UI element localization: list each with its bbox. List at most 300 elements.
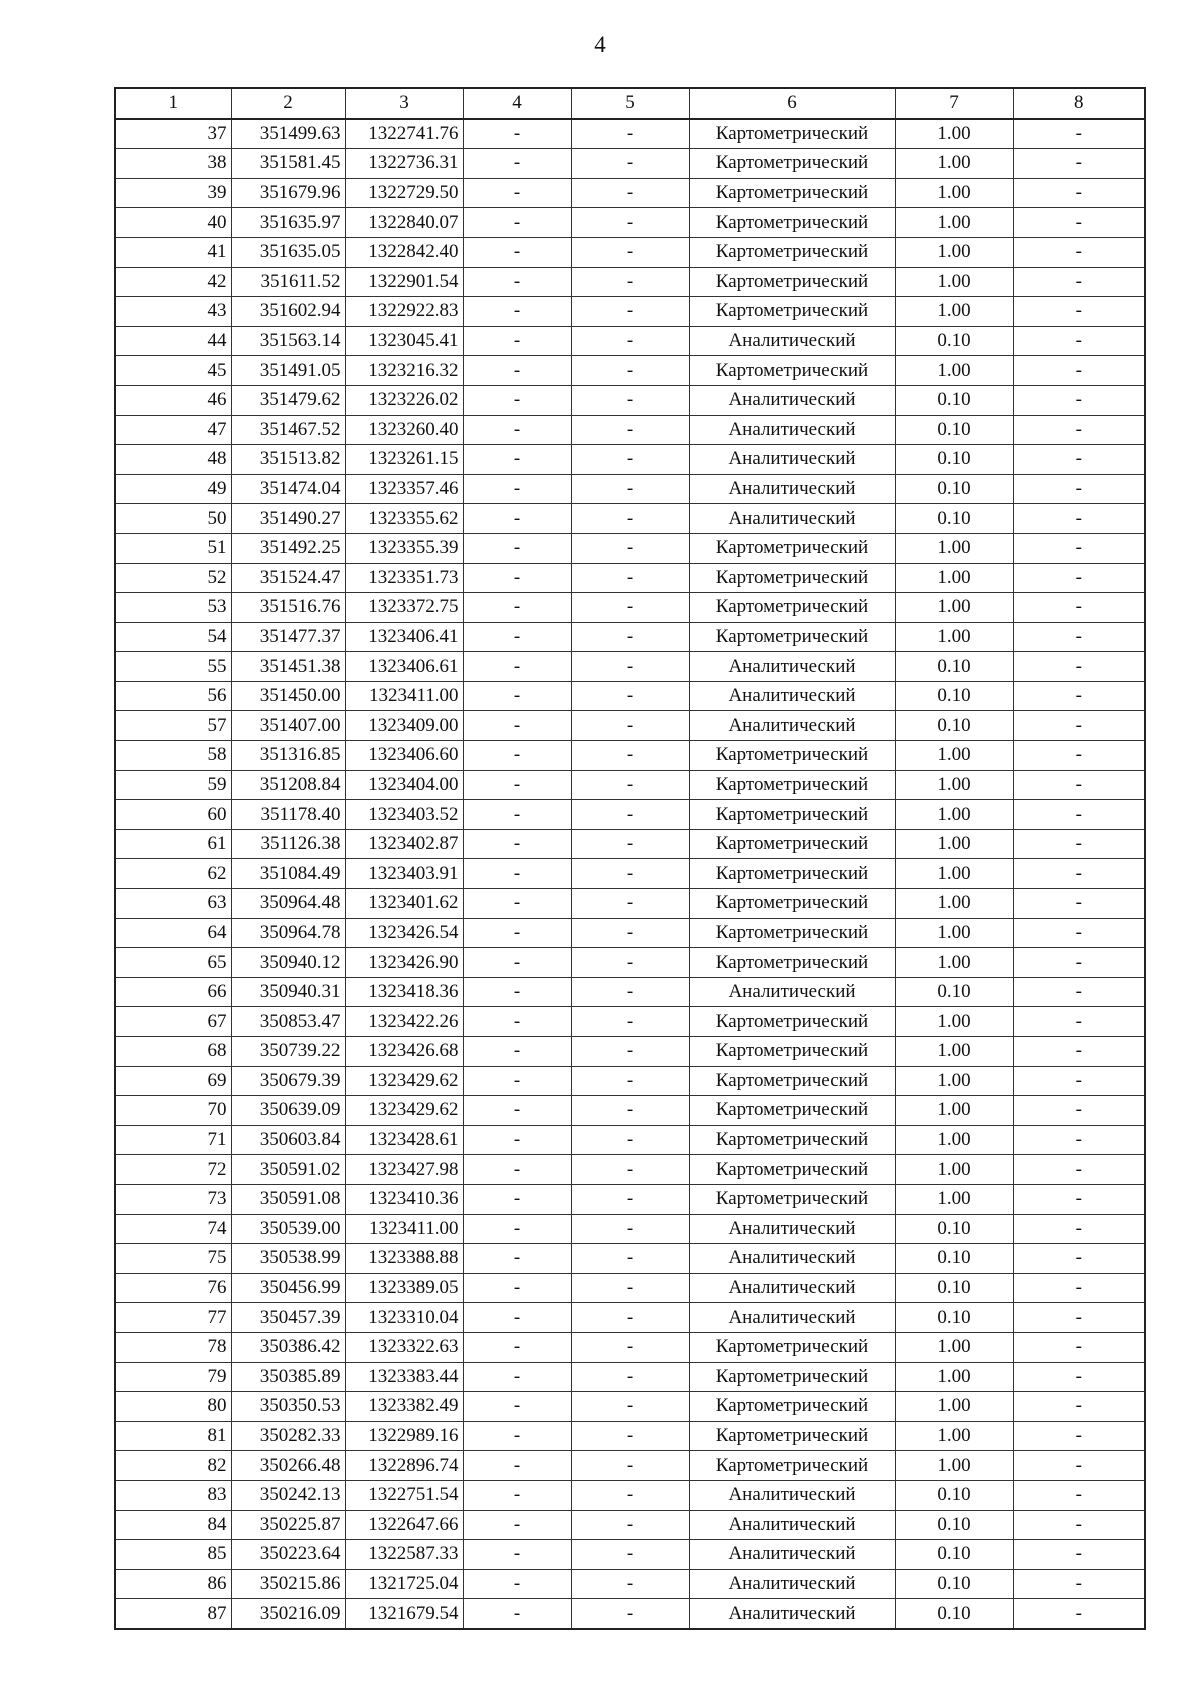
- col5-cell: -: [571, 1510, 689, 1540]
- method-cell: Картометрический: [689, 1332, 895, 1362]
- method-cell: Картометрический: [689, 741, 895, 771]
- x-coordinate-cell: 350266.48: [231, 1451, 345, 1481]
- accuracy-cell: 0.10: [895, 1569, 1013, 1599]
- accuracy-cell: 1.00: [895, 829, 1013, 859]
- accuracy-cell: 0.10: [895, 1244, 1013, 1274]
- col4-cell: -: [463, 1273, 571, 1303]
- accuracy-cell: 0.10: [895, 385, 1013, 415]
- table-row: [115, 208, 1145, 238]
- table-row: [115, 681, 1145, 711]
- table-row: [115, 1066, 1145, 1096]
- col5-cell: -: [571, 770, 689, 800]
- y-coordinate-cell: 1323357.46: [345, 474, 463, 504]
- point-number-cell: 83: [115, 1480, 231, 1510]
- method-cell: Картометрический: [689, 1096, 895, 1126]
- y-coordinate-cell: 1323322.63: [345, 1332, 463, 1362]
- method-cell: Картометрический: [689, 800, 895, 830]
- table-row: [115, 533, 1145, 563]
- col4-cell: -: [463, 889, 571, 919]
- method-cell: Картометрический: [689, 1155, 895, 1185]
- method-cell: Аналитический: [689, 1244, 895, 1274]
- y-coordinate-cell: 1323406.41: [345, 622, 463, 652]
- col4-cell: -: [463, 1037, 571, 1067]
- col4-cell: -: [463, 208, 571, 238]
- point-number-cell: 69: [115, 1066, 231, 1096]
- accuracy-cell: 1.00: [895, 1362, 1013, 1392]
- y-coordinate-cell: 1323355.62: [345, 504, 463, 534]
- accuracy-cell: 1.00: [895, 1332, 1013, 1362]
- accuracy-cell: 1.00: [895, 593, 1013, 623]
- accuracy-cell: 1.00: [895, 237, 1013, 267]
- x-coordinate-cell: 351581.45: [231, 149, 345, 179]
- y-coordinate-cell: 1322896.74: [345, 1451, 463, 1481]
- col5-cell: -: [571, 859, 689, 889]
- col4-cell: -: [463, 1540, 571, 1570]
- x-coordinate-cell: 351126.38: [231, 829, 345, 859]
- method-cell: Картометрический: [689, 1125, 895, 1155]
- x-coordinate-cell: 351208.84: [231, 770, 345, 800]
- table-header-row: [115, 88, 1145, 119]
- x-coordinate-cell: 350539.00: [231, 1214, 345, 1244]
- col5-cell: -: [571, 474, 689, 504]
- col8-cell: -: [1013, 1155, 1145, 1185]
- col5-cell: -: [571, 1066, 689, 1096]
- method-cell: Картометрический: [689, 1362, 895, 1392]
- y-coordinate-cell: 1323260.40: [345, 415, 463, 445]
- col8-cell: -: [1013, 563, 1145, 593]
- point-number-cell: 72: [115, 1155, 231, 1185]
- col5-cell: -: [571, 563, 689, 593]
- col4-cell: -: [463, 1480, 571, 1510]
- accuracy-cell: 1.00: [895, 1125, 1013, 1155]
- col5-cell: -: [571, 711, 689, 741]
- table-row: [115, 741, 1145, 771]
- y-coordinate-cell: 1322922.83: [345, 297, 463, 327]
- x-coordinate-cell: 351178.40: [231, 800, 345, 830]
- col5-cell: -: [571, 948, 689, 978]
- column-header: 2: [231, 88, 345, 119]
- x-coordinate-cell: 351451.38: [231, 652, 345, 682]
- accuracy-cell: 0.10: [895, 711, 1013, 741]
- column-header: 4: [463, 88, 571, 119]
- y-coordinate-cell: 1322840.07: [345, 208, 463, 238]
- accuracy-cell: 0.10: [895, 1214, 1013, 1244]
- point-number-cell: 79: [115, 1362, 231, 1392]
- table-row: [115, 622, 1145, 652]
- col8-cell: -: [1013, 622, 1145, 652]
- col5-cell: -: [571, 385, 689, 415]
- x-coordinate-cell: 351490.27: [231, 504, 345, 534]
- x-coordinate-cell: 350350.53: [231, 1392, 345, 1422]
- y-coordinate-cell: 1323310.04: [345, 1303, 463, 1333]
- x-coordinate-cell: 350964.48: [231, 889, 345, 919]
- method-cell: Картометрический: [689, 593, 895, 623]
- col4-cell: -: [463, 237, 571, 267]
- point-number-cell: 87: [115, 1599, 231, 1629]
- table-row: [115, 1007, 1145, 1037]
- col8-cell: -: [1013, 652, 1145, 682]
- col8-cell: -: [1013, 1244, 1145, 1274]
- accuracy-cell: 1.00: [895, 356, 1013, 386]
- col4-cell: -: [463, 652, 571, 682]
- method-cell: Аналитический: [689, 445, 895, 475]
- method-cell: Картометрический: [689, 149, 895, 179]
- col8-cell: -: [1013, 770, 1145, 800]
- accuracy-cell: 0.10: [895, 652, 1013, 682]
- col4-cell: -: [463, 622, 571, 652]
- col4-cell: -: [463, 1332, 571, 1362]
- x-coordinate-cell: 351479.62: [231, 385, 345, 415]
- col4-cell: -: [463, 948, 571, 978]
- col4-cell: -: [463, 1510, 571, 1540]
- col5-cell: -: [571, 1421, 689, 1451]
- point-number-cell: 55: [115, 652, 231, 682]
- table-row: [115, 1540, 1145, 1570]
- col5-cell: -: [571, 593, 689, 623]
- col5-cell: -: [571, 237, 689, 267]
- x-coordinate-cell: 351467.52: [231, 415, 345, 445]
- x-coordinate-cell: 350679.39: [231, 1066, 345, 1096]
- point-number-cell: 54: [115, 622, 231, 652]
- col5-cell: -: [571, 1451, 689, 1481]
- column-header: 8: [1013, 88, 1145, 119]
- point-number-cell: 38: [115, 149, 231, 179]
- col8-cell: -: [1013, 1125, 1145, 1155]
- col5-cell: -: [571, 1214, 689, 1244]
- y-coordinate-cell: 1323426.54: [345, 918, 463, 948]
- x-coordinate-cell: 350639.09: [231, 1096, 345, 1126]
- table-row: [115, 563, 1145, 593]
- accuracy-cell: 1.00: [895, 1421, 1013, 1451]
- accuracy-cell: 1.00: [895, 1096, 1013, 1126]
- col4-cell: -: [463, 178, 571, 208]
- col4-cell: -: [463, 859, 571, 889]
- col4-cell: -: [463, 119, 571, 149]
- method-cell: Картометрический: [689, 622, 895, 652]
- col8-cell: -: [1013, 149, 1145, 179]
- table-row: [115, 829, 1145, 859]
- method-cell: Аналитический: [689, 474, 895, 504]
- col8-cell: -: [1013, 741, 1145, 771]
- col8-cell: -: [1013, 119, 1145, 149]
- point-number-cell: 77: [115, 1303, 231, 1333]
- point-number-cell: 44: [115, 326, 231, 356]
- col8-cell: -: [1013, 1066, 1145, 1096]
- x-coordinate-cell: 351513.82: [231, 445, 345, 475]
- table-body: [115, 119, 1145, 1629]
- point-number-cell: 78: [115, 1332, 231, 1362]
- y-coordinate-cell: 1322741.76: [345, 119, 463, 149]
- accuracy-cell: 0.10: [895, 1510, 1013, 1540]
- table-row: [115, 1451, 1145, 1481]
- point-number-cell: 48: [115, 445, 231, 475]
- col5-cell: -: [571, 445, 689, 475]
- y-coordinate-cell: 1323411.00: [345, 681, 463, 711]
- accuracy-cell: 1.00: [895, 149, 1013, 179]
- point-number-cell: 67: [115, 1007, 231, 1037]
- col5-cell: -: [571, 829, 689, 859]
- point-number-cell: 81: [115, 1421, 231, 1451]
- accuracy-cell: 0.10: [895, 326, 1013, 356]
- method-cell: Картометрический: [689, 1451, 895, 1481]
- column-header: 6: [689, 88, 895, 119]
- accuracy-cell: 1.00: [895, 1155, 1013, 1185]
- col5-cell: -: [571, 504, 689, 534]
- table-row: [115, 1362, 1145, 1392]
- accuracy-cell: 1.00: [895, 1066, 1013, 1096]
- col5-cell: -: [571, 356, 689, 386]
- col4-cell: -: [463, 1096, 571, 1126]
- col5-cell: -: [571, 1037, 689, 1067]
- col8-cell: -: [1013, 326, 1145, 356]
- point-number-cell: 60: [115, 800, 231, 830]
- col5-cell: -: [571, 1303, 689, 1333]
- method-cell: Картометрический: [689, 119, 895, 149]
- accuracy-cell: 0.10: [895, 504, 1013, 534]
- method-cell: Аналитический: [689, 711, 895, 741]
- method-cell: Картометрический: [689, 267, 895, 297]
- point-number-cell: 57: [115, 711, 231, 741]
- x-coordinate-cell: 350242.13: [231, 1480, 345, 1510]
- point-number-cell: 51: [115, 533, 231, 563]
- method-cell: Картометрический: [689, 297, 895, 327]
- accuracy-cell: 1.00: [895, 1037, 1013, 1067]
- x-coordinate-cell: 351524.47: [231, 563, 345, 593]
- col5-cell: -: [571, 681, 689, 711]
- x-coordinate-cell: 351635.05: [231, 237, 345, 267]
- col8-cell: -: [1013, 1303, 1145, 1333]
- accuracy-cell: 1.00: [895, 533, 1013, 563]
- table-row: [115, 1392, 1145, 1422]
- col4-cell: -: [463, 800, 571, 830]
- method-cell: Картометрический: [689, 1392, 895, 1422]
- point-number-cell: 43: [115, 297, 231, 327]
- coordinates-table: [114, 87, 1146, 1630]
- method-cell: Аналитический: [689, 1480, 895, 1510]
- accuracy-cell: 1.00: [895, 119, 1013, 149]
- col8-cell: -: [1013, 918, 1145, 948]
- x-coordinate-cell: 350538.99: [231, 1244, 345, 1274]
- col4-cell: -: [463, 267, 571, 297]
- point-number-cell: 73: [115, 1184, 231, 1214]
- point-number-cell: 75: [115, 1244, 231, 1274]
- col8-cell: -: [1013, 208, 1145, 238]
- point-number-cell: 80: [115, 1392, 231, 1422]
- method-cell: Картометрический: [689, 859, 895, 889]
- point-number-cell: 47: [115, 415, 231, 445]
- point-number-cell: 61: [115, 829, 231, 859]
- point-number-cell: 40: [115, 208, 231, 238]
- col8-cell: -: [1013, 1540, 1145, 1570]
- y-coordinate-cell: 1323406.61: [345, 652, 463, 682]
- col4-cell: -: [463, 1244, 571, 1274]
- table-row: [115, 1332, 1145, 1362]
- col8-cell: -: [1013, 1480, 1145, 1510]
- y-coordinate-cell: 1323045.41: [345, 326, 463, 356]
- table-row: [115, 1599, 1145, 1629]
- table-row: [115, 445, 1145, 475]
- accuracy-cell: 1.00: [895, 178, 1013, 208]
- page-number: 4: [594, 32, 606, 57]
- col8-cell: -: [1013, 267, 1145, 297]
- x-coordinate-cell: 351499.63: [231, 119, 345, 149]
- col5-cell: -: [571, 267, 689, 297]
- x-coordinate-cell: 351602.94: [231, 297, 345, 327]
- y-coordinate-cell: 1323429.62: [345, 1096, 463, 1126]
- y-coordinate-cell: 1322729.50: [345, 178, 463, 208]
- method-cell: Аналитический: [689, 415, 895, 445]
- accuracy-cell: 1.00: [895, 297, 1013, 327]
- method-cell: Картометрический: [689, 948, 895, 978]
- col5-cell: -: [571, 1007, 689, 1037]
- method-cell: Аналитический: [689, 977, 895, 1007]
- accuracy-cell: 1.00: [895, 770, 1013, 800]
- y-coordinate-cell: 1323427.98: [345, 1155, 463, 1185]
- col8-cell: -: [1013, 681, 1145, 711]
- point-number-cell: 82: [115, 1451, 231, 1481]
- accuracy-cell: 1.00: [895, 859, 1013, 889]
- x-coordinate-cell: 350964.78: [231, 918, 345, 948]
- y-coordinate-cell: 1323388.88: [345, 1244, 463, 1274]
- table-row: [115, 178, 1145, 208]
- col4-cell: -: [463, 711, 571, 741]
- method-cell: Аналитический: [689, 1599, 895, 1629]
- col8-cell: -: [1013, 178, 1145, 208]
- x-coordinate-cell: 351491.05: [231, 356, 345, 386]
- point-number-cell: 49: [115, 474, 231, 504]
- col5-cell: -: [571, 889, 689, 919]
- y-coordinate-cell: 1323429.62: [345, 1066, 463, 1096]
- accuracy-cell: 1.00: [895, 1184, 1013, 1214]
- method-cell: Картометрический: [689, 1066, 895, 1096]
- method-cell: Аналитический: [689, 1540, 895, 1570]
- y-coordinate-cell: 1323403.52: [345, 800, 463, 830]
- col5-cell: -: [571, 652, 689, 682]
- accuracy-cell: 0.10: [895, 681, 1013, 711]
- y-coordinate-cell: 1323355.39: [345, 533, 463, 563]
- y-coordinate-cell: 1323426.68: [345, 1037, 463, 1067]
- y-coordinate-cell: 1323403.91: [345, 859, 463, 889]
- y-coordinate-cell: 1323261.15: [345, 445, 463, 475]
- col8-cell: -: [1013, 1007, 1145, 1037]
- col8-cell: -: [1013, 1510, 1145, 1540]
- x-coordinate-cell: 351563.14: [231, 326, 345, 356]
- col5-cell: -: [571, 918, 689, 948]
- col8-cell: -: [1013, 977, 1145, 1007]
- col4-cell: -: [463, 1155, 571, 1185]
- method-cell: Картометрический: [689, 563, 895, 593]
- col8-cell: -: [1013, 356, 1145, 386]
- y-coordinate-cell: 1321725.04: [345, 1569, 463, 1599]
- table-row: [115, 267, 1145, 297]
- x-coordinate-cell: 350385.89: [231, 1362, 345, 1392]
- table-row: [115, 1244, 1145, 1274]
- method-cell: Картометрический: [689, 1037, 895, 1067]
- col8-cell: -: [1013, 948, 1145, 978]
- method-cell: Картометрический: [689, 237, 895, 267]
- point-number-cell: 39: [115, 178, 231, 208]
- y-coordinate-cell: 1323422.26: [345, 1007, 463, 1037]
- accuracy-cell: 1.00: [895, 800, 1013, 830]
- table-row: [115, 297, 1145, 327]
- table-row: [115, 918, 1145, 948]
- y-coordinate-cell: 1323383.44: [345, 1362, 463, 1392]
- x-coordinate-cell: 350456.99: [231, 1273, 345, 1303]
- col4-cell: -: [463, 149, 571, 179]
- point-number-cell: 59: [115, 770, 231, 800]
- point-number-cell: 56: [115, 681, 231, 711]
- col8-cell: -: [1013, 1096, 1145, 1126]
- point-number-cell: 66: [115, 977, 231, 1007]
- table-row: [115, 770, 1145, 800]
- point-number-cell: 41: [115, 237, 231, 267]
- y-coordinate-cell: 1323226.02: [345, 385, 463, 415]
- col8-cell: -: [1013, 1214, 1145, 1244]
- accuracy-cell: 1.00: [895, 1392, 1013, 1422]
- method-cell: Аналитический: [689, 385, 895, 415]
- col5-cell: -: [571, 1244, 689, 1274]
- accuracy-cell: 0.10: [895, 1273, 1013, 1303]
- y-coordinate-cell: 1323389.05: [345, 1273, 463, 1303]
- x-coordinate-cell: 350215.86: [231, 1569, 345, 1599]
- accuracy-cell: 1.00: [895, 267, 1013, 297]
- col4-cell: -: [463, 504, 571, 534]
- point-number-cell: 68: [115, 1037, 231, 1067]
- point-number-cell: 71: [115, 1125, 231, 1155]
- table-row: [115, 593, 1145, 623]
- col5-cell: -: [571, 178, 689, 208]
- x-coordinate-cell: 350591.08: [231, 1184, 345, 1214]
- table-row: [115, 652, 1145, 682]
- col5-cell: -: [571, 977, 689, 1007]
- method-cell: Картометрический: [689, 770, 895, 800]
- table-row: [115, 800, 1145, 830]
- table-row: [115, 977, 1145, 1007]
- x-coordinate-cell: 350223.64: [231, 1540, 345, 1570]
- col4-cell: -: [463, 1569, 571, 1599]
- method-cell: Аналитический: [689, 1569, 895, 1599]
- table-row: [115, 1184, 1145, 1214]
- x-coordinate-cell: 350940.31: [231, 977, 345, 1007]
- x-coordinate-cell: 351492.25: [231, 533, 345, 563]
- col5-cell: -: [571, 1125, 689, 1155]
- y-coordinate-cell: 1322587.33: [345, 1540, 463, 1570]
- col4-cell: -: [463, 741, 571, 771]
- col4-cell: -: [463, 593, 571, 623]
- col4-cell: -: [463, 681, 571, 711]
- accuracy-cell: 1.00: [895, 948, 1013, 978]
- table-row: [115, 1096, 1145, 1126]
- x-coordinate-cell: 350225.87: [231, 1510, 345, 1540]
- accuracy-cell: 1.00: [895, 563, 1013, 593]
- col4-cell: -: [463, 474, 571, 504]
- col5-cell: -: [571, 800, 689, 830]
- accuracy-cell: 1.00: [895, 622, 1013, 652]
- table-row: [115, 1569, 1145, 1599]
- table-row: [115, 1155, 1145, 1185]
- col8-cell: -: [1013, 711, 1145, 741]
- accuracy-cell: 0.10: [895, 415, 1013, 445]
- col8-cell: -: [1013, 237, 1145, 267]
- col4-cell: -: [463, 1392, 571, 1422]
- col8-cell: -: [1013, 297, 1145, 327]
- col5-cell: -: [571, 1392, 689, 1422]
- y-coordinate-cell: 1322842.40: [345, 237, 463, 267]
- col5-cell: -: [571, 119, 689, 149]
- point-number-cell: 46: [115, 385, 231, 415]
- method-cell: Картометрический: [689, 208, 895, 238]
- method-cell: Картометрический: [689, 533, 895, 563]
